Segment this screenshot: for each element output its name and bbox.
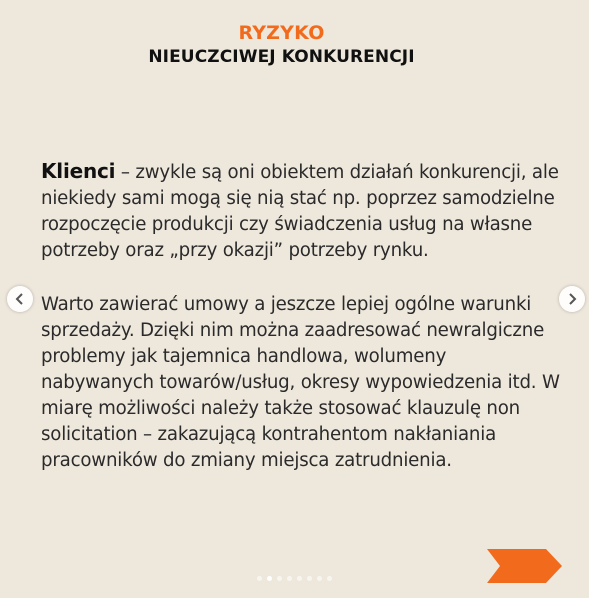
carousel-dot[interactable] bbox=[307, 576, 312, 581]
carousel-dot[interactable] bbox=[287, 576, 292, 581]
carousel-dot[interactable] bbox=[277, 576, 282, 581]
carousel-dot[interactable] bbox=[267, 576, 272, 581]
paragraph-contracts: Warto zawierać umowy a jeszcze lepiej ogólne warunki sprzedaży. Dzięki nim można zaadresować newralgiczne problemy jak tajemnica handlowa, wolumeny nabywanych towarów/usług, okresy wypowiedzenia itd. W miarę możliwości należy także stosować klauzulę non solicitation – zakazującą kontrahentom nakłaniania pracowników do zmiany miejsca zatrudnienia. bbox=[41, 294, 560, 471]
carousel-prev-button[interactable] bbox=[7, 286, 33, 312]
slide-body bbox=[41, 158, 561, 474]
carousel-dot[interactable] bbox=[297, 576, 302, 581]
carousel-dot[interactable] bbox=[327, 576, 332, 581]
paragraph-clients-text: – zwykle są oni obiektem działań konkurencji, ale niekiedy sami mogą się nią stać np. poprzez samodzielne rozpoczęcie produkcji czy świadczenia usług na własne potrzeby oraz „przy okazji” potrzeby rynku. bbox=[41, 162, 559, 261]
title-ryzyko: RYZYKO bbox=[238, 22, 325, 44]
lead-word: Klienci bbox=[41, 159, 116, 183]
paragraph-clients bbox=[41, 158, 561, 264]
chevron-right-icon bbox=[567, 293, 577, 305]
page-edge bbox=[589, 0, 599, 598]
carousel-dots bbox=[0, 576, 589, 581]
carousel-dot[interactable] bbox=[317, 576, 322, 581]
chevron-left-icon bbox=[15, 293, 25, 305]
carousel-dot[interactable] bbox=[257, 576, 262, 581]
carousel-next-button[interactable] bbox=[559, 286, 585, 312]
title-subtitle: NIEUCZCIWEJ KONKURENCJI bbox=[148, 47, 415, 67]
